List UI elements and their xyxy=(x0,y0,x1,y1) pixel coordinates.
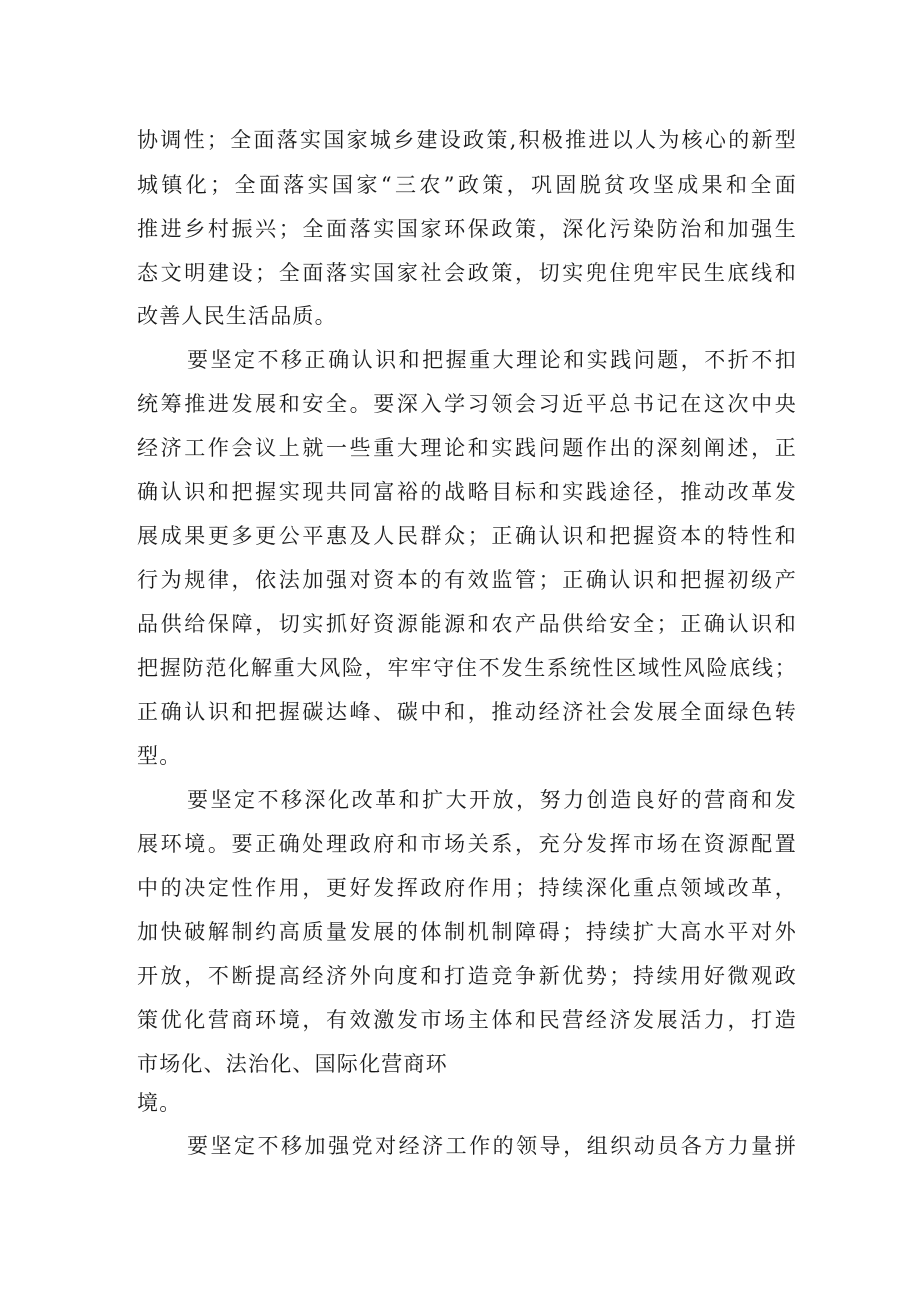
paragraph-3-line-7: 市场化、法治化、国际化营商环 xyxy=(137,1052,448,1076)
paragraph-1-line-2: 城镇化；全面落实国家“三农”政策，巩固脱贫攻坚成果和全面 xyxy=(137,173,797,197)
paragraph-4-line-1: 要坚定不移加强党对经济工作的领导，组织动员各方力量拼 xyxy=(187,1134,797,1158)
paragraph-3-line-3: 中的决定性作用，更好发挥政府作用；持续深化重点领域改革， xyxy=(137,876,797,900)
paragraph-2-line-10: 型。 xyxy=(137,744,182,768)
paragraph-2-line-4: 确认识和把握实现共同富裕的战略目标和实践途径，推动改革发 xyxy=(137,480,797,504)
paragraph-2-line-2: 统筹推进发展和安全。要深入学习领会习近平总书记在这次中央 xyxy=(137,392,797,416)
paragraph-1-line-1: 协调性；全面落实国家城乡建设政策,积极推进以人为核心的新型 xyxy=(137,128,797,152)
paragraph-1-line-4: 态文明建设；全面落实国家社会政策，切实兜住兜牢民生底线和 xyxy=(137,261,797,285)
paragraph-2-line-5: 展成果更多更公平惠及人民群众；正确认识和把握资本的特性和 xyxy=(137,524,797,548)
paragraph-3-line-8: 境。 xyxy=(137,1091,182,1115)
paragraph-1-line-5: 改善人民生活品质。 xyxy=(137,304,337,328)
paragraph-2-line-7: 品供给保障，切实抓好资源能源和农产品供给安全；正确认识和 xyxy=(137,612,797,636)
paragraph-2-line-1: 要坚定不移正确认识和把握重大理论和实践问题，不折不扣 xyxy=(187,348,797,372)
paragraph-3-line-4: 加快破解制约高质量发展的体制机制障碍；持续扩大高水平对外 xyxy=(137,920,797,944)
paragraph-2-line-6: 行为规律，依法加强对资本的有效监管；正确认识和把握初级产 xyxy=(137,568,797,592)
paragraph-2-line-9: 正确认识和把握碳达峰、碳中和，推动经济社会发展全面绿色转 xyxy=(137,700,797,724)
paragraph-3-line-6: 策优化营商环境，有效激发市场主体和民营经济发展活力，打造 xyxy=(137,1008,797,1032)
paragraph-2-line-8: 把握防范化解重大风险，牢牢守住不发生系统性区域性风险底线； xyxy=(137,656,797,680)
paragraph-1-line-3: 推进乡村振兴；全面落实国家环保政策，深化污染防治和加强生 xyxy=(137,217,797,241)
paragraph-3-line-1: 要坚定不移深化改革和扩大开放，努力创造良好的营商和发 xyxy=(187,788,797,812)
paragraph-2-line-3: 经济工作会议上就一些重大理论和实践问题作出的深刻阐述，正 xyxy=(137,436,797,460)
paragraph-3-line-2: 展环境。要正确处理政府和市场关系，充分发挥市场在资源配置 xyxy=(137,832,797,856)
paragraph-3-line-5: 开放，不断提高经济外向度和打造竞争新优势；持续用好微观政 xyxy=(137,964,797,988)
